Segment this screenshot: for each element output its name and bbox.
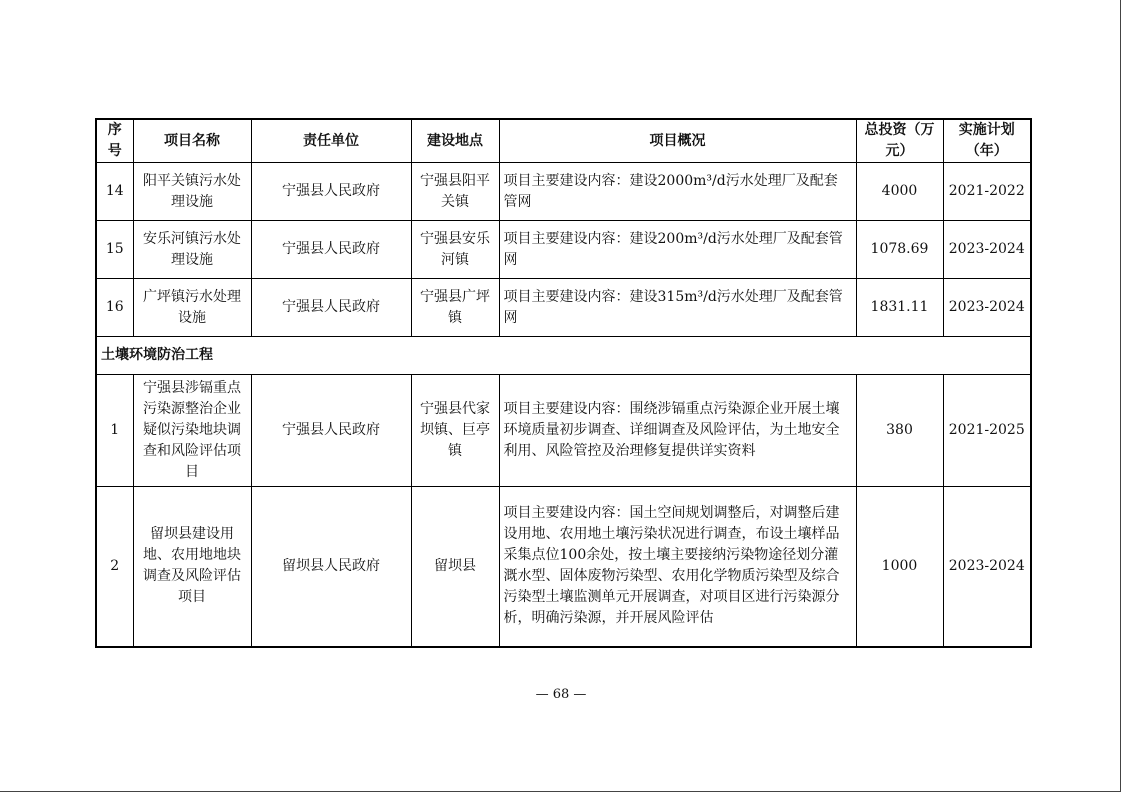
cell-unit: 宁强县人民政府 [251,163,411,221]
section-row [96,337,1031,375]
header-name: 项目名称 [133,119,251,163]
cell-plan: 2021-2022 [943,163,1031,221]
table-row [96,221,1031,279]
cell-name: 广坪镇污水处理设施 [133,279,251,337]
cell-location: 留坝县 [411,487,499,647]
table-row [96,163,1031,221]
cell-investment: 380 [856,375,943,487]
cell-name: 安乐河镇污水处理设施 [133,221,251,279]
cell-seq: 14 [96,163,133,221]
cell-seq: 16 [96,279,133,337]
cell-plan: 2023-2024 [943,221,1031,279]
header-plan: 实施计划（年） [943,119,1031,163]
cell-location: 宁强县代家坝镇、巨亭镇 [411,375,499,487]
table-row [96,375,1031,487]
header-seq: 序号 [96,119,133,163]
cell-seq: 15 [96,221,133,279]
header-unit: 责任单位 [251,119,411,163]
cell-overview: 项目主要建设内容：建设2000m³/d污水处理厂及配套管网 [499,163,856,221]
cell-name: 阳平关镇污水处理设施 [133,163,251,221]
header-location: 建设地点 [411,119,499,163]
section-title: 土壤环境防治工程 [96,337,1031,375]
cell-investment: 1831.11 [856,279,943,337]
table-row [96,487,1031,647]
cell-name: 留坝县建设用地、农用地地块调查及风险评估项目 [133,487,251,647]
cell-plan: 2023-2024 [943,487,1031,647]
header-row [96,119,1031,163]
cell-plan: 2023-2024 [943,279,1031,337]
cell-seq: 1 [96,375,133,487]
cell-seq: 2 [96,487,133,647]
cell-investment: 1000 [856,487,943,647]
cell-location: 宁强县安乐河镇 [411,221,499,279]
cell-unit: 留坝县人民政府 [251,487,411,647]
cell-unit: 宁强县人民政府 [251,221,411,279]
header-overview: 项目概况 [499,119,856,163]
cell-location: 宁强县广坪镇 [411,279,499,337]
cell-unit: 宁强县人民政府 [251,375,411,487]
page-number: — 68 — [535,687,587,702]
cell-name: 宁强县涉镉重点污染源整治企业疑似污染地块调查和风险评估项目 [133,375,251,487]
project-table [95,118,1032,648]
header-investment: 总投资（万元） [856,119,943,163]
cell-investment: 4000 [856,163,943,221]
cell-overview: 项目主要建设内容：建设315m³/d污水处理厂及配套管网 [499,279,856,337]
cell-unit: 宁强县人民政府 [251,279,411,337]
cell-overview: 项目主要建设内容：围绕涉镉重点污染源企业开展土壤环境质量初步调查、详细调查及风险评估，为土地安全利用、风险管控及治理修复提供详实资料 [499,375,856,487]
cell-plan: 2021-2025 [943,375,1031,487]
cell-location: 宁强县阳平关镇 [411,163,499,221]
cell-overview: 项目主要建设内容：建设200m³/d污水处理厂及配套管网 [499,221,856,279]
cell-investment: 1078.69 [856,221,943,279]
cell-overview: 项目主要建设内容：国土空间规划调整后，对调整后建设用地、农用地土壤污染状况进行调查，布设土壤样品采集点位100余处，按土壤主要接纳污染物途径划分灌溉水型、固体废物污染型、农用化学物质污染型及综合污染型土壤监测单元开展调查，对项目区进行污染源分析，明确污染源，并开展风险评估 [499,487,856,647]
table-row [96,279,1031,337]
